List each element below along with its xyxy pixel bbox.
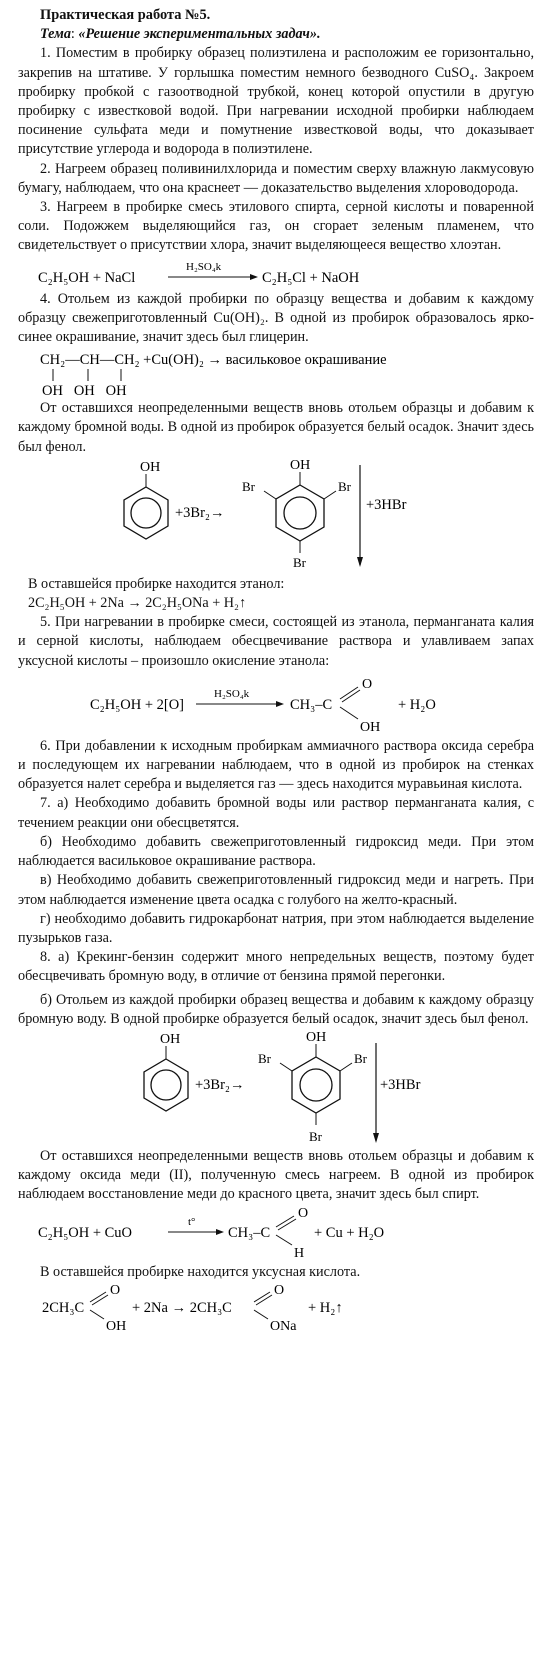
eq5-o: O bbox=[362, 676, 373, 692]
br-right: Br bbox=[354, 1050, 367, 1066]
eq5-right: + H₂O bbox=[398, 696, 436, 713]
tbp-oh: OH bbox=[290, 457, 311, 473]
eq9-o1: O bbox=[110, 1282, 121, 1298]
br-bottom: Br bbox=[293, 554, 306, 570]
phenol-oh: OH bbox=[140, 459, 161, 475]
paragraph-15: От оставшихся неопределенными веществ вновь отольем образцы и добавим к каждому оксида меди (II), полученную смесь нагреем. В одной из пробирок наблюдаем восстановление меди до красного цвета, значит здесь был спирт. bbox=[18, 1147, 534, 1203]
paragraph-9: 7. а) Необходимо добавить бромной воды или раствор перманганата калия, с течением реакции они обесцветятся. bbox=[18, 795, 534, 831]
equation-chloroethane bbox=[18, 256, 538, 290]
paragraph-8: 6. При добавлении к исходным пробиркам аммиачного раствора оксида серебра и последующем их нагревании наблюдаем, что в одной из пробирок на стенках образуется налет серебра и выделяется газ — здесь находится муравьиная кислота. bbox=[18, 737, 534, 793]
eq8-h: H bbox=[294, 1245, 305, 1261]
arrow-head bbox=[250, 274, 258, 280]
equation-acetic-acid-sodium bbox=[18, 1282, 538, 1334]
eq8-mid: CH₃–C bbox=[228, 1224, 271, 1241]
paragraph-14: б) Отольем из каждой пробирки образец вещества и добавим к каждому образцу бромную воду. В одной пробирке образуется белый осадок, значит здесь был фенол. bbox=[18, 991, 534, 1027]
paragraph-5: От оставшихся неопределенными веществ вновь отольем образцы и добавим к каждому бромной воды. В одной из пробирок образуется белый осадок. Значит здесь был фенол. bbox=[18, 400, 534, 455]
paragraph-6: В оставшейся пробирке находится этанол: bbox=[28, 575, 285, 592]
topic-line: Тема: «Решение экспериментальных задач». bbox=[40, 26, 321, 43]
eq5-oh: OH bbox=[360, 719, 381, 735]
equation-ethanol-oxidation bbox=[18, 671, 538, 737]
eq5-condition: H₂SO₄k bbox=[214, 687, 250, 700]
glycerol-oh-groups: OH OH OH bbox=[42, 383, 127, 400]
br-left: Br bbox=[242, 478, 255, 494]
glycerol-formula: CH₂—CH—CH₂ +Cu(OH)₂ → васильковое окрашивание bbox=[40, 352, 387, 369]
hbr: +3HBr bbox=[366, 496, 407, 513]
paragraph-13: 8. а) Крекинг-бензин содержит много непредельных веществ, поэтому будет обесцвечивать бромную воду, в отличие от бензина прямой перегонки. bbox=[18, 949, 534, 985]
paragraph-7: 5. При нагревании в пробирке смеси, состоящей из этанола, перманганата калия и серной кислоты, наблюдаем обесцвечивание раствора и улавливаем запах уксусной кислоты – произошло окисление этанола: bbox=[18, 614, 534, 669]
equation-ethanol-cuo bbox=[18, 1205, 538, 1263]
paragraph-2: 2. Нагреем образец поливинилхлорида и поместим сверху влажную лакмусовую бумагу, наблюдаем, что она краснеет — доказательство выделения хлороводорода. bbox=[18, 160, 534, 196]
eq8-right: + Cu + H₂O bbox=[314, 1224, 385, 1241]
br-bottom: Br bbox=[309, 1128, 322, 1144]
topic-label: Тема bbox=[40, 26, 71, 43]
hbr: +3HBr bbox=[380, 1076, 421, 1093]
benzene-ring bbox=[292, 1057, 340, 1113]
paragraph-12: г) необходимо добавить гидрокарбонат натрия, при этом наблюдается выделение пузырьков газа. bbox=[18, 910, 534, 946]
eq-ethanol-sodium: 2C₂H₅OH + 2Na → 2C₂H₅ONa + H₂↑ bbox=[28, 595, 247, 612]
paragraph-3: 3. Нагреем в пробирке смесь этилового спирта, серной кислоты и поваренной соли. Подожжем выделяющийся газ, он сгорает зеленым пламенем, что свидетельствует о присутствии хлора, значит выделяющееся вещество хлоэтан. bbox=[18, 199, 534, 254]
eq9-a: 2CH₃C bbox=[42, 1299, 85, 1316]
benzene-ring bbox=[276, 485, 324, 541]
eq1-right: C₂H₅Cl + NaOH bbox=[262, 269, 360, 286]
equation-phenol-bromination-2 bbox=[18, 1029, 538, 1147]
paragraph-10: б) Необходимо добавить свежеприготовленный гидроксид меди. При этом наблюдается васильковое окрашивание раствора. bbox=[18, 833, 534, 870]
eq9-oh: OH bbox=[106, 1318, 127, 1334]
paragraph-11: в) Необходимо добавить свежеприготовленный гидроксид меди и нагреть. При этом наблюдается изменение цвета осадка с голубого на желто-красный. bbox=[18, 872, 534, 908]
eq8-left: C₂H₅OH + CuO bbox=[38, 1224, 133, 1241]
equation-phenol-bromination-1 bbox=[18, 457, 538, 575]
eq5-left: C₂H₅OH + 2[O] bbox=[90, 696, 185, 713]
eq1-condition: H₂SO₄k bbox=[186, 260, 222, 273]
eq9-ona: ONa bbox=[270, 1318, 297, 1334]
eq1-left: C₂H₅OH + NaCl bbox=[38, 269, 136, 286]
tbp-oh: OH bbox=[306, 1029, 327, 1045]
paragraph-4: 4. Отольем из каждой пробирки по образцу вещества и добавим к каждому образцу свежеприготовленный Cu(OH)₂. В одной из пробирок образовалось ярко-синее окрашивание, значит здесь был глицерин. bbox=[18, 290, 534, 346]
eq9-b: + 2Na → 2CH₃C bbox=[132, 1299, 232, 1316]
eq8-condition: t° bbox=[188, 1215, 196, 1228]
paragraph-16: В оставшейся пробирке находится уксусная кислота. bbox=[40, 1263, 361, 1280]
eq9-c: + H₂↑ bbox=[308, 1299, 343, 1316]
page-title: Практическая работа №5. bbox=[40, 7, 211, 23]
reagent-br2: +3Br₂→ bbox=[175, 504, 225, 521]
equation-glycerol bbox=[18, 347, 538, 399]
br-left: Br bbox=[258, 1050, 271, 1066]
eq5-mid: CH₃–C bbox=[290, 696, 333, 713]
eq9-o2: O bbox=[274, 1282, 285, 1298]
phenol-oh: OH bbox=[160, 1031, 181, 1047]
br-right: Br bbox=[338, 478, 351, 494]
eq8-o: O bbox=[298, 1205, 309, 1221]
topic-value: «Решение экспериментальных задач». bbox=[78, 26, 321, 43]
paragraph-1: 1. Поместим в пробирку образец полиэтилена и расположим ее горизонтально, закрепив на штативе. У горлышка поместим немного безводного CuSO₄. Закроем пробирку пробкой с газоотводной трубкой, конец которой опустили в другую пробирку с известковой водой. При нагревании исходной пробирки наблюдаем посинение сульфата меди и помутнение известковой воды, что доказывает присутствие углерода и водорода в полиэтилене. bbox=[18, 45, 534, 158]
reagent-br2: +3Br₂→ bbox=[195, 1076, 245, 1093]
